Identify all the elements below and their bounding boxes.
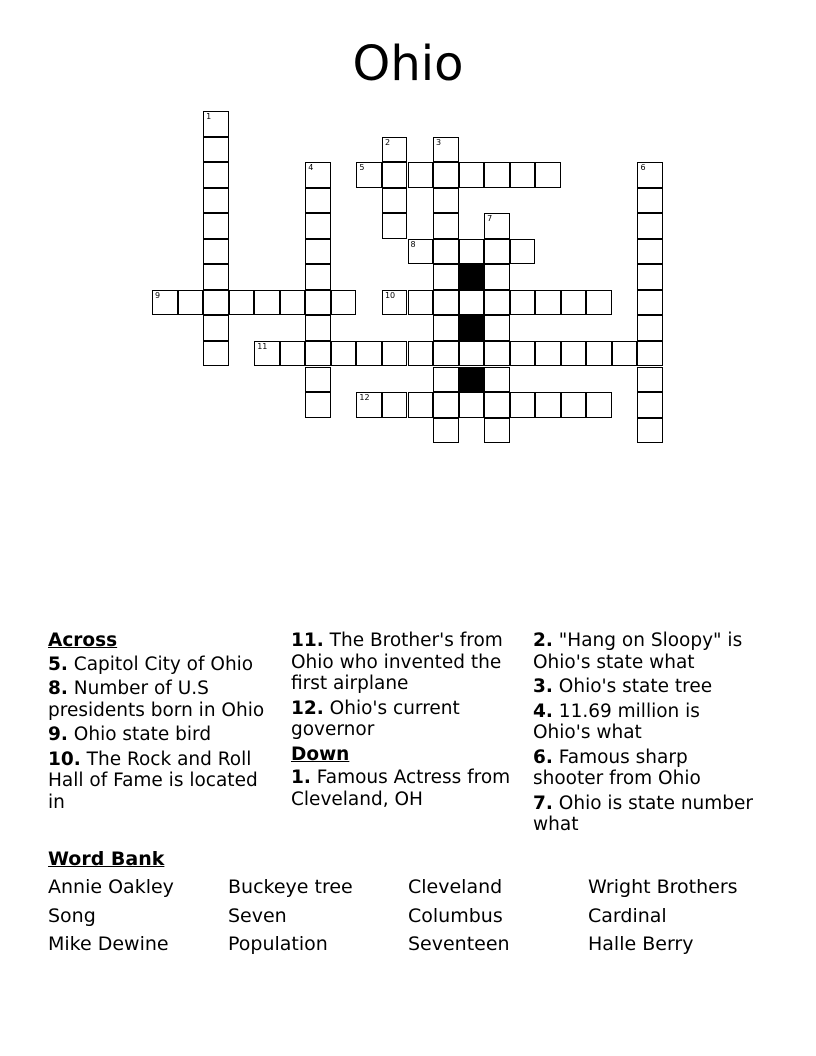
black-square [459,315,485,341]
grid-cell[interactable] [305,392,331,418]
word-bank-item: Population [228,933,328,955]
grid-cell[interactable] [408,341,434,367]
grid-cell[interactable] [561,290,587,316]
grid-cell[interactable] [484,341,510,367]
grid-cell[interactable] [459,290,485,316]
across-header: Across [48,630,118,651]
word-bank-list [48,873,788,959]
grid-cell[interactable] [459,239,485,265]
grid-cell[interactable] [484,367,510,393]
down-clue-2[interactable]: 2. "Hang on Sloopy" is Ohio's state what [533,630,743,673]
across-clue-12[interactable]: 12. Ohio's current governor [291,697,460,740]
grid-cell[interactable] [637,239,663,265]
grid-cell[interactable] [586,341,612,367]
grid-cell[interactable] [510,162,536,188]
grid-cell[interactable] [280,290,306,316]
grid-cell[interactable] [637,418,663,444]
grid-cell[interactable] [433,137,459,163]
grid-cell[interactable] [382,137,408,163]
word-bank-item: Wright Brothers [588,876,738,898]
grid-cell[interactable] [305,290,331,316]
grid-cell[interactable] [561,392,587,418]
grid-cell[interactable] [305,341,331,367]
word-bank-item: Mike Dewine [48,933,169,955]
grid-cell[interactable] [254,290,280,316]
grid-cell[interactable] [637,188,663,214]
grid-cell[interactable] [382,213,408,239]
grid-cell[interactable] [305,315,331,341]
grid-cell[interactable] [484,239,510,265]
across-clue-10[interactable]: 10. The Rock and Roll Hall of Fame is located in [48,748,258,813]
grid-cell[interactable] [433,367,459,393]
grid-cell[interactable] [408,392,434,418]
word-bank-item: Buckeye tree [228,876,353,898]
clue-column-2 [291,630,519,813]
grid-cell[interactable] [305,239,331,265]
across-clue-8[interactable]: 8. Number of U.S presidents born in Ohio [48,678,265,721]
grid-cell[interactable] [433,315,459,341]
grid-cell[interactable] [637,264,663,290]
grid-cell[interactable] [484,213,510,239]
grid-cell[interactable] [535,341,561,367]
word-bank-item: Seventeen [408,933,510,955]
clue-number: 12 [359,393,370,403]
word-bank-item: Seven [228,904,287,927]
clue-column-1 [48,630,280,816]
crossword-grid[interactable] [0,0,816,460]
grid-cell[interactable] [637,341,663,367]
grid-cell[interactable] [203,264,229,290]
grid-cell[interactable] [203,188,229,214]
clue-number: 9 [155,290,161,300]
down-clue-1[interactable]: 1. Famous Actress from Cleveland, OH [291,767,511,810]
clue-number: 5 [359,163,365,173]
down-clue-6[interactable]: 6. Famous sharp shooter from Ohio [533,746,701,789]
grid-cell[interactable] [510,290,536,316]
word-bank-header: Word Bank [48,848,165,870]
grid-cell[interactable] [305,213,331,239]
word-bank-item: Halle Berry [588,933,694,955]
grid-cell[interactable] [382,392,408,418]
puzzle-title: Ohio [352,36,464,92]
grid-cell[interactable] [331,341,357,367]
grid-cell[interactable] [408,290,434,316]
across-clue-9[interactable]: 9. Ohio state bird [48,724,212,745]
clue-number: 6 [640,163,646,173]
grid-cell[interactable] [356,392,382,418]
grid-cell[interactable] [305,367,331,393]
grid-cell[interactable] [433,264,459,290]
grid-cell[interactable] [433,162,459,188]
grid-cell[interactable] [586,290,612,316]
grid-cell[interactable] [484,264,510,290]
grid-cell[interactable] [510,392,536,418]
grid-cell[interactable] [433,418,459,444]
grid-cell[interactable] [484,392,510,418]
grid-cell[interactable] [484,315,510,341]
clue-number: 1 [206,112,212,121]
grid-cell[interactable] [356,162,382,188]
grid-cell[interactable] [535,162,561,188]
grid-cell[interactable] [535,392,561,418]
grid-cell[interactable] [408,162,434,188]
grid-cell[interactable] [459,341,485,367]
word-bank-item: Columbus [408,904,503,927]
clue-number: 4 [308,163,314,173]
grid-cell[interactable] [229,290,255,316]
grid-cell[interactable] [510,341,536,367]
grid-cell[interactable] [459,162,485,188]
grid-cell[interactable] [484,418,510,444]
grid-cell[interactable] [382,290,408,316]
clue-number: 2 [384,137,391,147]
word-bank-item: Song [48,904,96,927]
down-clue-4[interactable]: 4. 11.69 million is Ohio's what [533,700,700,743]
grid-cell[interactable] [484,290,510,316]
grid-cell[interactable] [612,341,638,367]
grid-cell[interactable] [356,341,382,367]
grid-cell[interactable] [203,239,229,265]
grid-cell[interactable] [561,341,587,367]
grid-cell[interactable] [203,290,229,316]
grid-cell[interactable] [637,213,663,239]
down-clue-3[interactable]: 3. Ohio's state tree [533,676,713,697]
across-clue-5[interactable]: 5. Capitol City of Ohio [48,653,254,675]
grid-cell[interactable] [203,162,229,188]
grid-cell[interactable] [203,111,229,137]
clue-number: 11 [257,341,268,351]
grid-cell[interactable] [178,290,204,316]
clue-column-3 [533,630,763,839]
grid-cell[interactable] [433,392,459,418]
clue-number: 8 [410,239,416,249]
grid-cell[interactable] [535,290,561,316]
clue-number: 7 [487,214,493,224]
down-header: Down [291,743,350,765]
grid-cell[interactable] [637,392,663,418]
grid-cell[interactable] [510,239,536,265]
word-bank-item: Cardinal [588,904,667,927]
grid-cell[interactable] [203,137,229,163]
grid-cell[interactable] [305,188,331,214]
word-bank-item: Annie Oakley [48,876,174,898]
grid-cell[interactable] [382,188,408,214]
grid-cell[interactable] [203,341,229,367]
grid-cell[interactable] [203,315,229,341]
grid-cell[interactable] [382,162,408,188]
grid-cell[interactable] [254,341,280,367]
grid-cell[interactable] [433,213,459,239]
grid-cell[interactable] [586,392,612,418]
grid-cell[interactable] [637,162,663,188]
grid-cell[interactable] [203,213,229,239]
black-square [459,367,485,393]
down-clue-7[interactable]: 7. Ohio is state number what [533,792,754,835]
word-bank-item: Cleveland [408,876,503,898]
grid-cell[interactable] [382,341,408,367]
clue-number: 3 [436,137,442,147]
word-bank [48,847,788,959]
grid-cell[interactable] [433,290,459,316]
grid-cell[interactable] [433,341,459,367]
grid-cell[interactable] [331,290,357,316]
grid-cell[interactable] [459,392,485,418]
grid-cell[interactable] [305,264,331,290]
grid-cell[interactable] [305,162,331,188]
grid-cell[interactable] [433,239,459,265]
grid-cell[interactable] [484,162,510,188]
grid-cell[interactable] [637,290,663,316]
grid-cell[interactable] [408,239,434,265]
black-square [459,264,485,290]
grid-cell[interactable] [433,188,459,214]
across-clue-11[interactable]: 11. The Brother's from Ohio who invented the first airplane [291,630,503,694]
grid-cell[interactable] [637,315,663,341]
grid-cell[interactable] [637,367,663,393]
clue-number: 10 [384,290,396,300]
grid-cell[interactable] [280,341,306,367]
grid-cell[interactable] [152,290,178,316]
